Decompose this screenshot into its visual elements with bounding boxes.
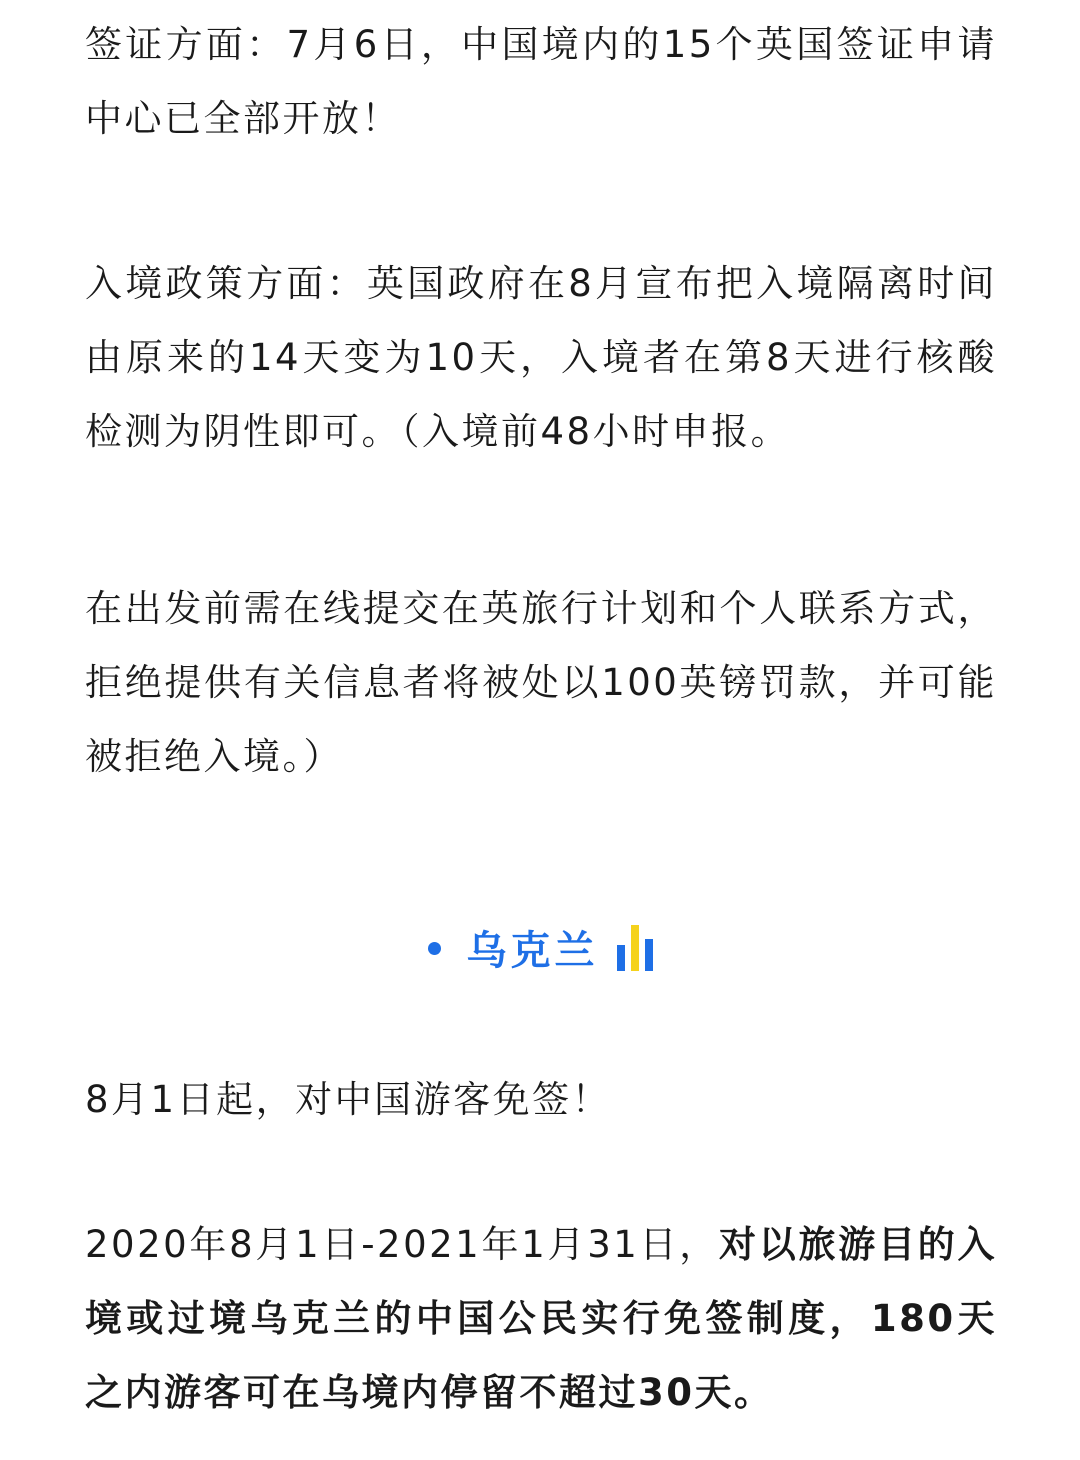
bullet-dot-icon [428, 942, 441, 955]
bar-chart-icon-bar-1 [617, 945, 625, 971]
uk-visa-paragraph: 签证方面：7月6日，中国境内的15个英国签证申请中心已全部开放！ [85, 23, 997, 140]
uk-entry-policy-paragraph: 入境政策方面：英国政府在8月宣布把入境隔离时间由原来的14天变为10天，入境者在第8天进行核酸检测为阴性即可。（入境前48小时申报。 [85, 262, 997, 453]
uk-departure-paragraph: 在出发前需在线提交在英旅行计划和个人联系方式，拒绝提供有关信息者将被处以100英镑罚款，并可能被拒绝入境。） [85, 587, 997, 778]
bar-chart-icon-bar-2 [631, 925, 639, 971]
section-title: 乌克兰 [466, 927, 599, 974]
heading-group [428, 919, 653, 976]
ukraine-visa-free-line: 8月1日起，对中国游客免签！ [85, 1078, 612, 1121]
bar-chart-icon [617, 923, 653, 971]
ukraine-policy-paragraph [85, 1208, 997, 1430]
ukraine-section-heading [0, 915, 1080, 979]
ukraine-period-prefix: 2020年8月1日-2021年1月31日， [85, 1223, 720, 1266]
bar-chart-icon-bar-3 [645, 939, 653, 971]
ukraine-period-bold: 对以旅游目的入境或过境乌克兰的中国公民实行免签制度，180天之内游客可在乌境内停留不超过30天。 [85, 1223, 997, 1414]
